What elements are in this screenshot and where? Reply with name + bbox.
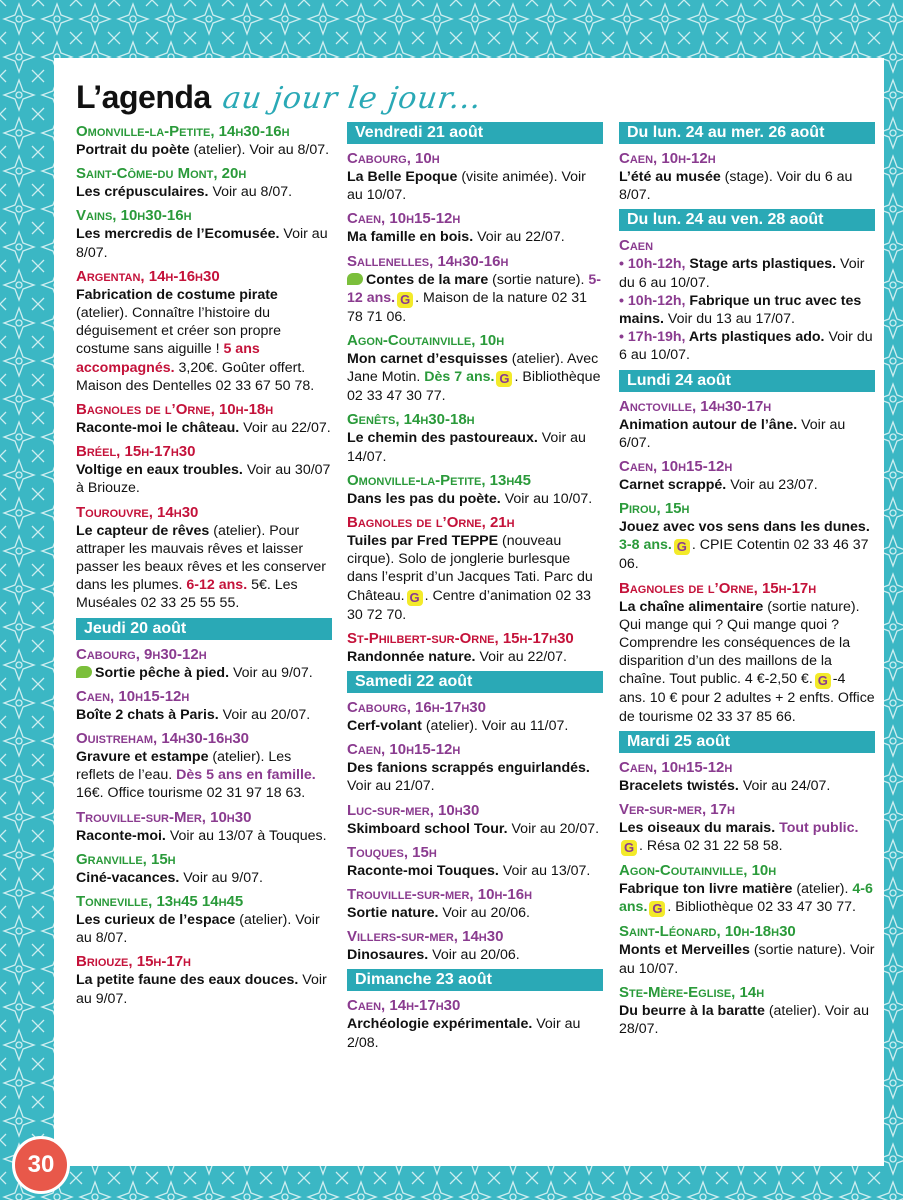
entry-place-time: Omonville-la-Petite, 14h30-16h (76, 123, 290, 140)
entry-description (76, 461, 332, 497)
entry-text: Fabrication de costume pirate (76, 286, 278, 303)
entry-text: Voir au 22/07. (473, 229, 565, 246)
entry-text: (atelier). Connaître l’histoire du déguisement et créer son propre costume sans aiguille ! (76, 305, 282, 358)
agenda-entry (347, 209, 603, 246)
entry-text: . Résa 02 31 22 58 58. (639, 838, 783, 855)
lun-ven-block (619, 236, 875, 364)
entry-description (76, 869, 332, 887)
agenda-entry (76, 164, 332, 201)
entry-text: La petite faune des eaux douces. (76, 972, 299, 989)
entry-text: Voir au 9/07. (229, 664, 313, 681)
agenda-entry (619, 397, 875, 452)
entry-text: Dinosaures. (347, 947, 429, 964)
page-title (76, 66, 484, 116)
entry-text: (sortie nature). Voir au 10/07. (619, 942, 875, 977)
agenda-entry (347, 629, 603, 666)
entry-text: Voir au 20/06. (428, 947, 520, 964)
entry-text: 4-6 ans. (619, 881, 873, 916)
entry-description (619, 416, 875, 452)
entry-text: (atelier). Voir au 8/07. (189, 142, 330, 158)
entry-text: Voir au 22/07. (239, 420, 331, 437)
entry-place-time: Agon-Coutainville, 10h (347, 332, 505, 350)
entry-text: -4 ans. 10 € pour 2 adultes + 2 enfts. Office de tourisme 02 33 37 85 66. (619, 671, 875, 725)
free-g-badge-icon: G (621, 840, 637, 856)
entry-text: Stage arts plastiques. (685, 256, 837, 273)
entry-text: Monts et Merveilles (619, 942, 750, 959)
entry-text: La Belle Epoque (347, 169, 458, 185)
entry-text: (atelier). Les reflets de l’eau. (76, 749, 292, 784)
entry-text: (sortie nature). Qui mange qui ? Qui mange quoi ? Comprendre les conséquences de la disparition d’un des maillons de la chaîne. Tout public. 4 €-2,50 €. (619, 598, 860, 688)
free-g-badge-icon: G (674, 539, 690, 555)
entry-text: Voir au 2/08. (347, 1016, 581, 1051)
agenda-entry (76, 442, 332, 497)
entry-text: Voir au 9/07. (76, 972, 327, 1007)
agenda-entry (347, 843, 603, 880)
free-g-badge-icon: G (496, 371, 512, 387)
agenda-entry (76, 645, 332, 682)
entry-text: Voir au 21/07. (347, 778, 435, 795)
entry-place-time: Caen, 14h-17h30 (347, 997, 461, 1015)
entry-place-time: Cabourg, 9h30-12h (76, 645, 207, 663)
entry-description (347, 648, 603, 666)
agenda-entry (76, 267, 332, 395)
entry-place-time: Pirou, 15h (619, 500, 690, 518)
session-time: • 17h-19h, (619, 329, 686, 346)
entry-description (347, 1015, 603, 1051)
entry-text: 5€. Les Muséales 02 33 25 55 55. (76, 577, 298, 612)
title-main: L’agenda (76, 79, 211, 115)
agenda-entry (347, 740, 603, 795)
entry-place-time: Ouistreham, 14h30-16h30 (76, 730, 250, 748)
entry-text: (stage). Voir du 6 au 8/07. (619, 169, 853, 204)
agenda-entry (347, 149, 603, 204)
agenda-entry (347, 252, 603, 326)
samedi-entries (347, 698, 603, 964)
entry-description (76, 183, 332, 201)
mardi-entries (619, 758, 875, 1038)
session-time: • 10h-12h, (619, 292, 686, 309)
entry-text: Du beurre à la baratte (619, 1002, 765, 1019)
entry-text: Raconte-moi le château. (76, 420, 240, 437)
entry-place-time: Luc-sur-mer, 10h30 (347, 801, 480, 819)
entry-description (76, 225, 332, 261)
entry-text: (atelier). Voir au 11/07. (421, 718, 569, 735)
entry-text: Fabrique un truc avec tes mains. (619, 292, 862, 328)
entry-place-time: Ver-sur-mer, 17h (619, 801, 735, 819)
entry-text: (atelier). Voir au 28/07. (619, 1002, 869, 1038)
entry-text: Voir au 8/07. (208, 184, 293, 201)
entry-description (347, 532, 603, 624)
entry-text: Le chemin des pastoureaux. (347, 430, 538, 447)
entry-text: (visite animée). Voir au 10/07. (347, 169, 586, 204)
entry-text: Raconte-moi Touques. (347, 862, 499, 879)
entry-text: Voir au 13/07 à Touques. (165, 827, 327, 844)
entry-description (76, 141, 332, 159)
entry-text: Mon carnet d’esquisses (347, 351, 508, 368)
entry-place-time: Ste-Mère-Eglise, 14h (619, 983, 765, 1001)
entry-description (347, 490, 603, 508)
entry-text: Voir du 6 au 10/07. (619, 329, 873, 364)
agenda-entry (347, 331, 603, 405)
entry-text: (atelier). Avec Jane Motin. (347, 351, 599, 386)
entry-text: Voir au 20/06. (438, 905, 530, 922)
entry-text: 3-8 ans. (619, 537, 672, 554)
entry-description (76, 522, 332, 613)
entry-text: (atelier). (792, 881, 849, 898)
entry-place-time: Cabourg, 10h (347, 150, 440, 167)
entry-text: Voir au 20/07. (218, 706, 311, 723)
agenda-entry (347, 996, 603, 1051)
entry-text: Sortie nature. (347, 905, 439, 922)
entry-text: Les mercredis de l’Ecomusée. (76, 226, 280, 243)
entry-text: Des fanions scrappés enguirlandés. (347, 760, 590, 777)
column-1 (76, 122, 332, 1013)
lun-mer-entries (619, 149, 875, 204)
entry-place-time: Caen, 10h15-12h (347, 741, 461, 759)
entry-place-time: Touques, 15h (347, 843, 437, 861)
entry-description (619, 1002, 875, 1038)
title-script: au jour le jour... (220, 81, 484, 116)
agenda-entry (619, 499, 875, 573)
entry-place-time: Agon-Coutainville, 10h (619, 862, 777, 880)
column-3 (619, 122, 875, 1043)
entry-description (619, 518, 875, 573)
entry-text: Contes de la mare (366, 271, 489, 288)
entry-place-time: Sallenelles, 14h30-16h (347, 252, 509, 270)
entry-text: (sortie nature). (488, 271, 585, 288)
entry-text: Sortie pêche à pied. (95, 664, 230, 681)
entry-place-time: Trouville-sur-mer, 10h-16h (347, 886, 533, 904)
free-g-badge-icon: G (815, 673, 831, 689)
day-header-lun-mer: Du lun. 24 au mer. 26 août (619, 122, 875, 144)
entry-place-time: Granville, 15h (76, 850, 176, 868)
entry-text: Cerf-volant (347, 718, 422, 735)
entry-place-time: Genêts, 14h30-18h (347, 411, 475, 429)
entry-description (619, 598, 875, 726)
day-header-dimanche: Dimanche 23 août (347, 969, 603, 991)
entry-text: (atelier). Voir au 8/07. (76, 912, 320, 947)
entry-description (347, 350, 603, 405)
entry-place-time: Bagnoles de l’Orne, 21h (347, 514, 515, 532)
entry-text: 5 ans accompagnés. (76, 341, 260, 376)
entry-text: Les oiseaux du marais. (619, 820, 776, 837)
agenda-entry (347, 801, 603, 838)
lun-ven-items (619, 255, 875, 364)
entry-place-time: St-Philbert-sur-Orne, 15h-17h30 (347, 629, 574, 647)
free-g-badge-icon: G (407, 590, 423, 606)
lundi-entries (619, 397, 875, 726)
entry-place-time: Caen, 10h15-12h (347, 210, 461, 228)
entry-text: Carnet scrappé. (619, 477, 727, 494)
entry-description (347, 946, 603, 964)
agenda-entry (347, 513, 603, 624)
day-header-jeudi: Jeudi 20 août (76, 618, 332, 640)
entry-place-time: Caen, 10h15-12h (76, 687, 190, 705)
agenda-entry (76, 850, 332, 887)
entry-text: Les crépusculaires. (76, 184, 209, 201)
entry-text: Le capteur de rêves (76, 522, 210, 539)
nature-leaf-icon (347, 273, 363, 285)
entry-text: Voir au 8/07. (76, 226, 328, 261)
entry-text: Voir au 30/07 à Briouze. (76, 462, 331, 497)
entry-text: Portrait du poète (76, 142, 190, 158)
col1-entries (76, 122, 332, 613)
entry-text: Gravure et estampe (76, 749, 209, 766)
day-header-lun-ven: Du lun. 24 au ven. 28 août (619, 209, 875, 231)
entry-description (76, 706, 332, 724)
entry-place-time: Vains, 10h30-16h (76, 207, 192, 225)
dimanche-entries (347, 996, 603, 1051)
entry-description (619, 880, 875, 917)
entry-description (76, 827, 332, 845)
entry-description (347, 904, 603, 922)
day-header-lundi: Lundi 24 août (619, 370, 875, 392)
session-item (619, 328, 875, 364)
agenda-entry (347, 885, 603, 922)
entry-description (347, 820, 603, 838)
entry-description (619, 819, 875, 856)
entry-place-time: Tourouvre, 14h30 (76, 503, 199, 521)
entry-place-time: Saint-Léonard, 10h-18h30 (619, 923, 796, 941)
agenda-entry (76, 952, 332, 1007)
entry-description (76, 286, 332, 395)
entry-text: La chaîne alimentaire (619, 598, 764, 615)
agenda-entry (76, 687, 332, 724)
entry-text: Dans les pas du poète. (347, 490, 501, 507)
session-item (619, 255, 875, 291)
agenda-entry (347, 410, 603, 465)
entry-text: Voir au 9/07. (179, 869, 263, 886)
entry-text: Dès 7 ans. (420, 369, 495, 386)
entry-description (347, 271, 603, 326)
entry-description (347, 717, 603, 735)
entry-text: Les curieux de l’espace (76, 912, 236, 929)
entry-text: Raconte-moi. (76, 827, 166, 844)
day-header-samedi: Samedi 22 août (347, 671, 603, 693)
entry-text: Voltige en eaux troubles. (76, 462, 243, 479)
entry-description (347, 862, 603, 880)
entry-text: Randonnée nature. (347, 648, 476, 665)
entry-description (619, 777, 875, 795)
entry-description (76, 971, 332, 1007)
entry-text: Skimboard school Tour. (347, 820, 508, 837)
entry-text: Voir au 6/07. (619, 416, 846, 451)
entry-text: Voir au 23/07. (726, 477, 818, 494)
lun-ven-place: Caen (619, 237, 654, 255)
entry-text: (nouveau cirque). Solo de jonglerie burlesque dans l’esprit d’un Jacques Tati. Parc du Château. (347, 533, 593, 604)
entry-text: Tuiles par Fred TEPPE (347, 533, 499, 550)
entry-place-time: Caen, 10h15-12h (619, 758, 733, 776)
entry-text: Boîte 2 chats à Paris. (76, 706, 219, 723)
free-g-badge-icon: G (397, 292, 413, 308)
entry-place-time: Villers-sur-mer, 14h30 (347, 928, 504, 946)
agenda-entry (619, 922, 875, 977)
entry-text: Tout public. (775, 820, 859, 837)
entry-place-time: Anctoville, 14h30-17h (619, 397, 772, 415)
entry-text: Fabrique ton livre matière (619, 881, 793, 898)
entry-text: Voir au 10/07. (500, 490, 593, 507)
agenda-entry (347, 698, 603, 735)
entry-place-time: Bréel, 15h-17h30 (76, 443, 196, 461)
day-header-vendredi: Vendredi 21 août (347, 122, 603, 144)
agenda-entry (76, 503, 332, 613)
entry-place-time: Argentan, 14h-16h30 (76, 267, 220, 285)
entry-text: Voir au 13/07. (498, 862, 591, 879)
agenda-entry (347, 927, 603, 964)
agenda-entry (76, 400, 332, 437)
agenda-entry (76, 729, 332, 803)
entry-description (619, 476, 875, 494)
entry-text: (atelier). Pour attraper les mauvais rêves et laisser passer les beaux rêves et les conserver dans les plumes. (76, 522, 326, 594)
entry-text: L’été au musée (619, 169, 721, 185)
entry-text: 16€. Office tourisme 02 31 97 18 63. (76, 785, 306, 802)
entry-description (347, 759, 603, 795)
session-item (619, 292, 875, 328)
agenda-entry (619, 861, 875, 917)
entry-place-time: Cabourg, 16h-17h30 (347, 699, 486, 717)
agenda-entry (619, 800, 875, 856)
agenda-entry (619, 758, 875, 795)
entry-place-time: Saint-Côme-du Mont, 20h (76, 165, 247, 183)
entry-text: 6-12 ans. (182, 577, 248, 594)
entry-place-time: Omonville-la-Petite, 13h45 (347, 471, 531, 489)
entry-description (347, 429, 603, 465)
entry-text: 5-12 ans. (347, 271, 601, 306)
page-number: 30 (12, 1136, 70, 1194)
entry-text: . CPIE Cotentin 02 33 46 37 06. (619, 537, 869, 573)
entry-place-time: Bagnoles de l’Orne, 15h-17h (619, 579, 817, 597)
entry-text: Voir du 6 au 10/07. (619, 256, 865, 291)
entry-place-time: Briouze, 15h-17h (76, 953, 191, 971)
entry-text: . Bibliothèque 02 33 47 30 77. (347, 369, 601, 405)
vendredi-entries (347, 149, 603, 666)
entry-text: Dès 5 ans en famille. (172, 767, 316, 784)
entry-text: Voir au 22/07. (475, 648, 567, 665)
entry-description (619, 941, 875, 977)
entry-text: . Centre d’animation 02 33 30 72 70. (347, 587, 592, 623)
entry-text: Ma famille en bois. (347, 229, 474, 246)
entry-description (619, 168, 875, 204)
session-time: • 10h-12h, (619, 256, 686, 273)
entry-place-time: Bagnoles de l’Orne, 10h-18h (76, 401, 274, 419)
agenda-entry (76, 206, 332, 261)
entry-description (347, 168, 603, 204)
entry-description (76, 419, 332, 437)
entry-description (76, 664, 332, 682)
entry-text: Archéologie expérimentale. (347, 1016, 533, 1033)
entry-text: Voir au 24/07. (738, 777, 831, 794)
entry-text: Ciné-vacances. (76, 869, 180, 886)
entry-text: Voir au 14/07. (347, 430, 586, 465)
agenda-entry (76, 808, 332, 845)
agenda-entry (619, 983, 875, 1038)
agenda-entry (619, 457, 875, 494)
entry-text: Voir au 20/07. (507, 820, 600, 837)
entry-place-time: Trouville-sur-Mer, 10h30 (76, 808, 252, 826)
entry-description (347, 228, 603, 246)
entry-place-time: Caen, 10h-12h (619, 150, 716, 167)
agenda-entry (347, 471, 603, 508)
free-g-badge-icon: G (649, 901, 665, 917)
entry-text: Animation autour de l’âne. (619, 416, 798, 433)
agenda-entry (76, 892, 332, 947)
entry-text: . Maison de la nature 02 31 78 71 06. (347, 289, 588, 325)
entry-description (76, 911, 332, 947)
entry-text: Jouez avec vos sens dans les dunes. (619, 519, 870, 536)
agenda-entry (619, 149, 875, 204)
entry-text: Bracelets twistés. (619, 777, 739, 794)
agenda-entry (619, 579, 875, 726)
entry-text: 3,20€. Goûter offert. Maison des Dentelles 02 33 67 50 78. (76, 359, 315, 394)
entry-text: Arts plastiques ado. (685, 329, 825, 346)
day-header-mardi: Mardi 25 août (619, 731, 875, 753)
entry-place-time: Tonneville, 13h45 14h45 (76, 893, 244, 911)
column-2 (347, 122, 603, 1057)
entry-place-time: Caen, 10h15-12h (619, 458, 733, 476)
jeudi-entries (76, 645, 332, 1008)
entry-text: Voir du 13 au 17/07. (663, 311, 795, 328)
entry-description (76, 748, 332, 803)
agenda-entry (76, 122, 332, 159)
nature-leaf-icon (76, 666, 92, 678)
entry-text: . Bibliothèque 02 33 47 30 77. (667, 899, 856, 916)
